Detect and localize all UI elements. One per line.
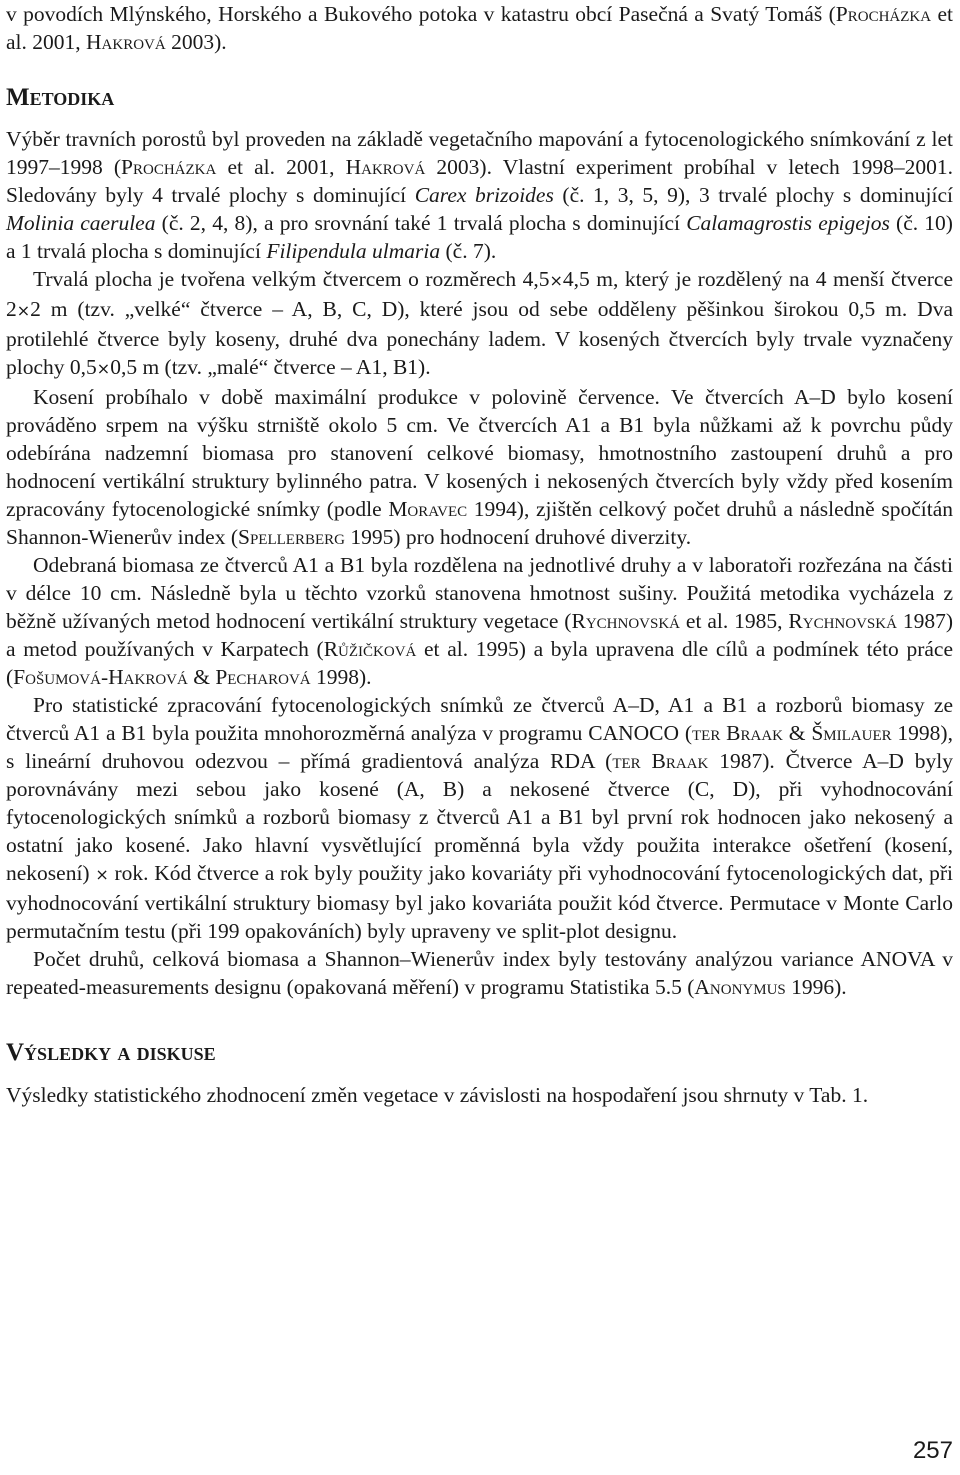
text-run: 4,5 m, který je rozdělený na 4 menší čtverce 2 bbox=[6, 267, 953, 321]
citation-author: Hakrová bbox=[345, 155, 426, 179]
times-sign: × bbox=[16, 301, 31, 320]
species-name: Carex brizoides bbox=[414, 183, 554, 207]
text-run: Výběr travních porostů byl proveden na základě vegetačního mapování a fytocenologického snímkování z let 1997–1998 ( bbox=[6, 127, 953, 179]
text-run: & bbox=[187, 665, 216, 689]
text-run: v povodích Mlýnského, Horského a Bukového potoka v katastru obcí Pasečná a Svatý Tomáš ( bbox=[6, 2, 836, 26]
paragraph-methods-6 bbox=[6, 945, 953, 1001]
text-run: Pro statistické zpracování fytocenologických snímků ze čtverců A–D, A1 a B1 a rozborů biomasy ze čtverců A1 a B1 byla použita mnohorozměrná analýza v programu CANOCO ( bbox=[6, 693, 953, 745]
text-run: (č. 1, 3, 5, 9), 3 trvalé plochy s dominující bbox=[553, 183, 953, 207]
section-heading-metodika: Metodika bbox=[6, 84, 115, 111]
citation-author: Hakrová bbox=[86, 30, 166, 54]
citation-author: Anonymus bbox=[694, 975, 786, 999]
species-name: Molinia caerulea bbox=[6, 211, 156, 235]
text-run: 0,5 m (tzv. „malé“ čtverce – A1, B1). bbox=[110, 355, 431, 379]
text-run: 2 m (tzv. „velké“ čtverce – A, B, C, D), které jsou od sebe odděleny pěšinkou širokou 0,5 m. Dva protilehlé čtverce byly koseny, druhé dva ponechány ladem. V kosených čtvercích byly trvale vyznačeny plochy 0,5 bbox=[6, 297, 953, 379]
text-run: Vlastní experiment probíhal v letech 1998–2001. Sledovány byly 4 trvalé plochy s dominující bbox=[6, 155, 953, 207]
paragraph-methods-1 bbox=[6, 125, 953, 265]
text-column bbox=[6, 0, 953, 1109]
text-run: Odebraná biomasa ze čtverců A1 a B1 byla rozdělena na jednotlivé druhy a v laboratoři rozřezána na části v délce 10 cm. Následně byla u těchto vzorků stanovena hmotnost sušiny. Použitá metodika vycházela z běžně užívaných metod hodnocení vertikální struktury vegetace ( bbox=[6, 553, 953, 633]
text-run: (č. 2, 4, 8), a pro srovnání také 1 trvalá plocha s dominující bbox=[155, 211, 687, 235]
text-run: 1998). bbox=[310, 665, 372, 689]
paragraph-methods-3 bbox=[6, 383, 953, 551]
text-run: Počet druhů, celková biomasa a Shannon–Wienerův index byly testovány analýzou variance ANOVA v repeated-measurements designu (opakovaná měření) v programu Statistika 5.5 ( bbox=[6, 947, 953, 999]
text-run: et al. 1995) a byla upravena dle cílů a podmínek této práce ( bbox=[6, 637, 954, 689]
times-sign: × bbox=[96, 359, 111, 378]
text-run: 1994), zjištěn celkový počet druhů a následně spočítán Shannon-Wienerův index ( bbox=[6, 497, 953, 549]
citation-author: Rychnovská bbox=[788, 609, 897, 633]
text-run: et al. 2001, bbox=[216, 155, 346, 179]
text-run: 1996). bbox=[785, 975, 847, 999]
text-run: et al. 1985, bbox=[680, 609, 789, 633]
citation-author: Moravec bbox=[388, 497, 468, 521]
text-run: 1987). Čtverce A–D byly porovnávány mezi sebou jako kosené (A, B) a nekosené čtverce (C, D), při vyhodnocování fytocenologických snímků a rozborů biomasy z čtverců A1 a B1 byl první rok hodnocen jako nekosený a ostatní jako kosené. Jako hlavní vysvětlující proměnná byla vždy použita interakce ošetření (kosení, nekosení) bbox=[6, 749, 953, 885]
text-run: & bbox=[782, 721, 812, 745]
text-run: 1987) a metod používaných v Karpatech ( bbox=[6, 609, 953, 661]
citation-author: ter Braak bbox=[692, 721, 783, 745]
citation-author: Fošumová-Hakrová bbox=[13, 665, 188, 689]
species-name: Calamagrostis epigejos bbox=[686, 211, 890, 235]
times-sign: × bbox=[95, 865, 109, 884]
citation-author: Procházka bbox=[121, 155, 217, 179]
text-run: 2003). bbox=[165, 30, 227, 54]
citation-author: Růžičková bbox=[323, 637, 417, 661]
citation-author: Spellerberg bbox=[238, 525, 345, 549]
text-run: rok. Kód čtverce a rok byly použity jako kovariáty při vyhodnocování fytocenologických dat, při vyhodnocování vertikální struktury biomasy byl jako kovariáta použit kód čtverce. Permutace v Monte Carlo permutačním testu (při 199 opakováních) byly upraveny ve split-plot designu. bbox=[6, 861, 953, 943]
text-run: Kosení probíhalo v době maximální produkce v polovině července. Ve čtvercích A–D bylo kosení prováděno srpem na výšku strniště okolo 5 cm. Ve čtvercích A1 a B1 byla nůžkami až k povrchu půdy odebírána nadzemní biomasa pro stanovení celkové biomasy, hmotnostního zastoupení druhů a pro hodnocení vertikální struktury bylinného patra. V kosených i nekosených čtvercích byly vždy před kosením zpracovány fytocenologické snímky (podle bbox=[6, 385, 953, 521]
species-name: Filipendula ulmaria bbox=[266, 239, 441, 263]
citation-author: Šmilauer bbox=[811, 721, 892, 745]
paragraph-methods-5 bbox=[6, 691, 953, 945]
citation-author: Pecharová bbox=[215, 665, 311, 689]
times-sign: × bbox=[549, 271, 563, 290]
text-run: 1998), s lineární druhovou odezvou – přímá gradientová analýza RDA ( bbox=[6, 721, 953, 773]
paragraph-methods-4 bbox=[6, 551, 953, 691]
paragraph-methods-2 bbox=[6, 265, 953, 383]
citation-author: ter Braak bbox=[612, 749, 709, 773]
text-run: et al. 2001, bbox=[6, 2, 953, 54]
paragraph-intro bbox=[6, 0, 953, 56]
text-run: 1995) pro hodnocení druhové diverzity. bbox=[344, 525, 692, 549]
section-heading-vysledky: Výsledky a diskuse bbox=[6, 1039, 216, 1066]
text-run: 2003). bbox=[425, 155, 503, 179]
citation-author: Rychnovská bbox=[571, 609, 680, 633]
text-run: Trvalá plocha je tvořena velkým čtvercem o rozměrech 4,5 bbox=[33, 267, 550, 291]
page-number: 257 bbox=[912, 1437, 953, 1464]
text-run: (č. 10) a 1 trvalá plocha s dominující bbox=[6, 211, 953, 263]
text-run: (č. 7). bbox=[440, 239, 497, 263]
citation-author: Procházka bbox=[835, 2, 932, 26]
paragraph-results: Výsledky statistického zhodnocení změn vegetace v závislosti na hospodaření jsou shrnuty v Tab. 1. bbox=[6, 1083, 869, 1107]
